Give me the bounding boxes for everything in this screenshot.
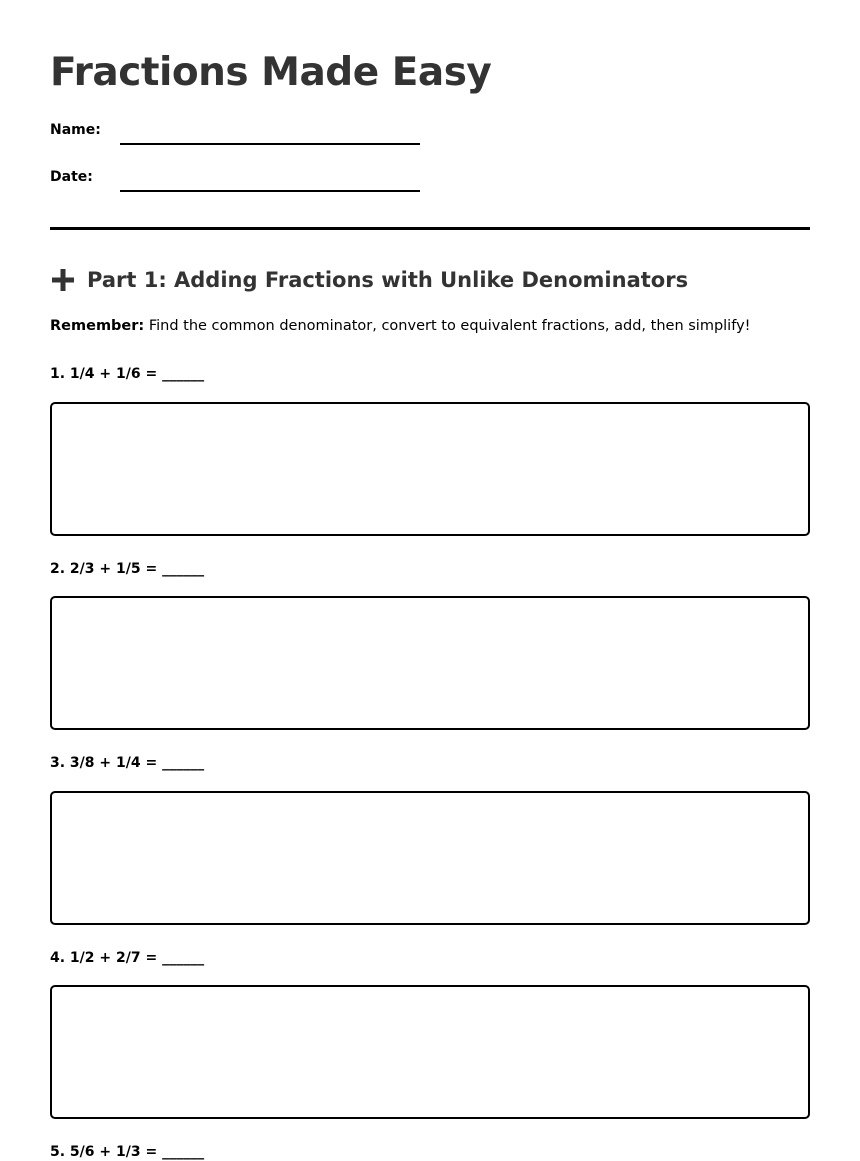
problem-3-work-area[interactable] (50, 791, 810, 925)
problem-3-label: 3. 3/8 + 1/4 = ______ (50, 755, 205, 771)
name-field[interactable] (120, 143, 420, 145)
problem-1-label: 1. 1/4 + 1/6 = ______ (50, 366, 205, 382)
remember-text: Find the common denominator, convert to equivalent fractions, add, then simplify! (144, 318, 751, 334)
part1-heading (50, 266, 688, 294)
page-title: Fractions Made Easy (50, 50, 492, 95)
date-field[interactable] (120, 190, 420, 192)
remember-label: Remember: (50, 318, 145, 334)
remember-note (50, 318, 750, 334)
date-label: Date: (50, 169, 93, 185)
problem-1-work-area[interactable] (50, 402, 810, 536)
header-divider (50, 227, 810, 230)
problem-2-work-area[interactable] (50, 596, 810, 730)
plus-icon (50, 266, 78, 294)
part1-title: Part 1: Adding Fractions with Unlike Denominators (87, 268, 689, 292)
problem-4-work-area[interactable] (50, 985, 810, 1119)
problem-5-label: 5. 5/6 + 1/3 = ______ (50, 1144, 205, 1160)
problem-4-label: 4. 1/2 + 2/7 = ______ (50, 950, 205, 966)
name-label: Name: (50, 122, 101, 138)
problem-2-label: 2. 2/3 + 1/5 = ______ (50, 561, 205, 577)
